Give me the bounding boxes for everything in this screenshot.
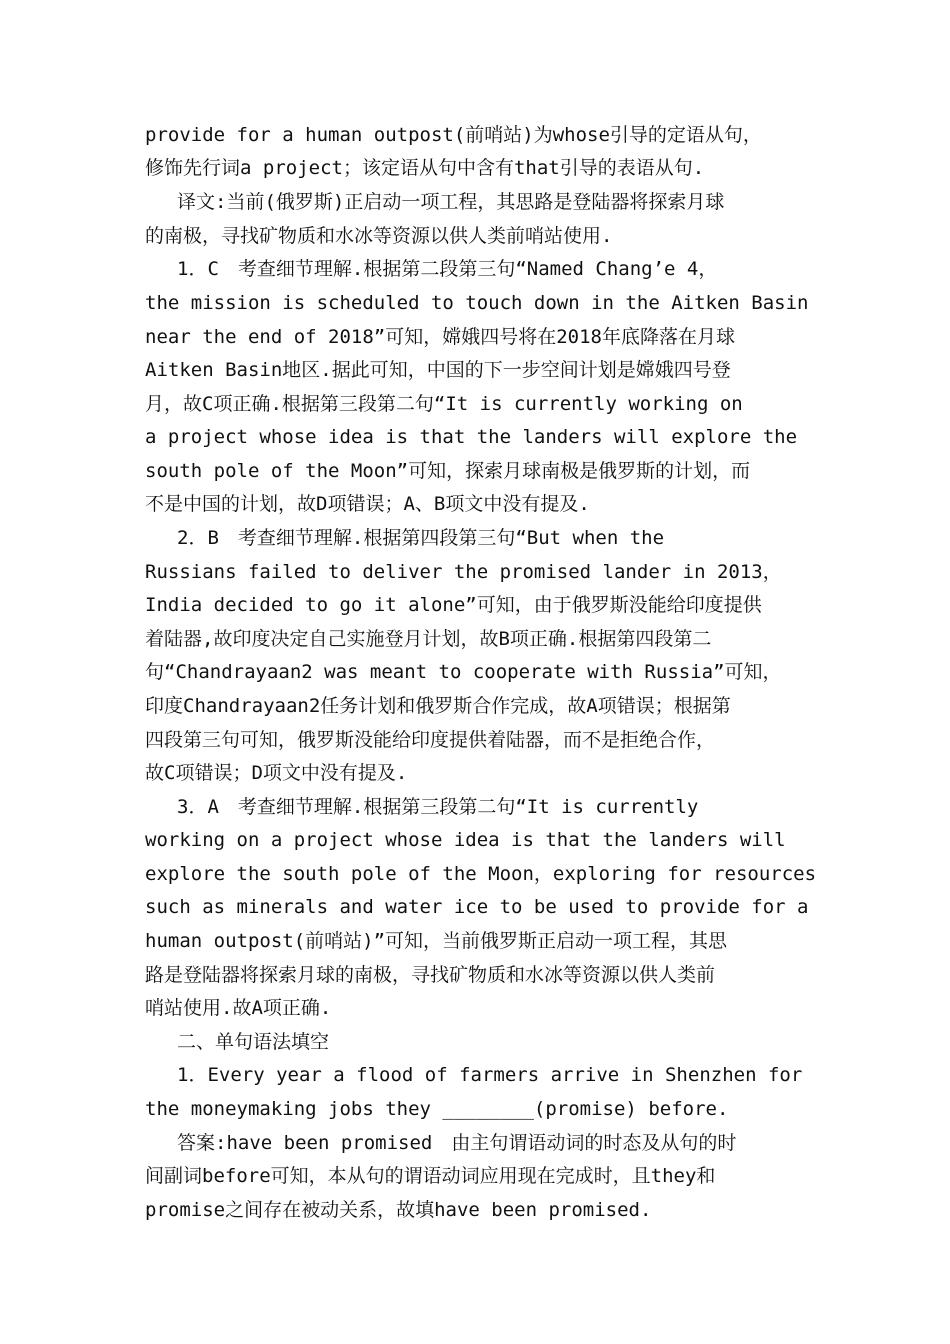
text-line: 故C项错误；D项文中没有提及. (145, 762, 408, 784)
text-line: 2．B 考查细节理解.根据第四段第三句“But when the (177, 527, 665, 549)
text-line: 不是中国的计划，故D项错误；A、B项文中没有提及. (145, 493, 590, 515)
text-line: India decided to go it alone”可知，由于俄罗斯没能给印度提供 (145, 594, 762, 616)
text-line: Aitken Basin地区.据此可知，中国的下一步空间计划是嫦娥四号登 (145, 359, 731, 381)
text-line: human outpost(前哨站)”可知，当前俄罗斯正启动一项工程，其思 (145, 930, 728, 952)
text-line: 间副词before可知，本从句的谓语动词应用现在完成时，且they和 (145, 1165, 716, 1187)
text-line: the moneymaking jobs they ________(promise) before. (145, 1098, 729, 1120)
text-line: 印度Chandrayaan2任务计划和俄罗斯合作完成，故A项错误；根据第 (145, 695, 731, 717)
text-line: promise之间存在被动关系，故填have been promised. (145, 1199, 652, 1221)
text-line: 四段第三句可知，俄罗斯没能给印度提供着陆器，而不是拒绝合作， (145, 729, 716, 751)
text-line: Russians failed to deliver the promised lander in 2013， (145, 561, 782, 583)
text-line: provide for a human outpost(前哨站)为whose引导的定语从句， (145, 124, 762, 146)
text-line: 着陆器,故印度决定自己实施登月计划，故B项正确.根据第四段第二 (145, 628, 712, 650)
text-line: 1．C 考查细节理解.根据第二段第三句“Named Chang’e 4， (177, 258, 718, 280)
text-line: 路是登陆器将探索月球的南极，寻找矿物质和水冰等资源以供人类前 (145, 964, 716, 986)
text-line: the mission is scheduled to touch down in the Aitken Basin (145, 292, 809, 314)
section-heading: 二、单句语法填空 (177, 1031, 330, 1053)
text-line: 句“Chandrayaan2 was meant to cooperate with Russia”可知， (145, 661, 782, 683)
text-line: a project whose idea is that the landers will explore the (145, 426, 798, 448)
text-line: 1．Every year a flood of farmers arrive in Shenzhen for (177, 1064, 803, 1086)
text-line: working on a project whose idea is that the landers will (145, 829, 786, 851)
text-line: near the end of 2018”可知，嫦娥四号将在2018年底降落在月球 (145, 326, 735, 348)
text-line: 3．A 考查细节理解.根据第三段第二句“It is currently (177, 796, 699, 818)
text-line: 的南极，寻找矿物质和水冰等资源以供人类前哨站使用. (145, 225, 613, 247)
answer-line: 答案:have been promised 由主句谓语动词的时态及从句的时 (177, 1132, 737, 1154)
text-line: 哨站使用.故A项正确. (145, 997, 332, 1019)
text-line: 修饰先行词a project；该定语从句中含有that引导的表语从句. (145, 157, 705, 179)
text-line: such as minerals and water ice to be used to provide for a (145, 896, 809, 918)
text-line: 译文:当前(俄罗斯)正启动一项工程，其思路是登陆器将探索月球 (177, 191, 725, 213)
text-line: explore the south pole of the Moon，exploring for resources (145, 863, 817, 885)
text-line: 月，故C项正确.根据第三段第二句“It is currently working on (145, 393, 743, 415)
text-line: south pole of the Moon”可知，探索月球南极是俄罗斯的计划，而 (145, 460, 751, 482)
